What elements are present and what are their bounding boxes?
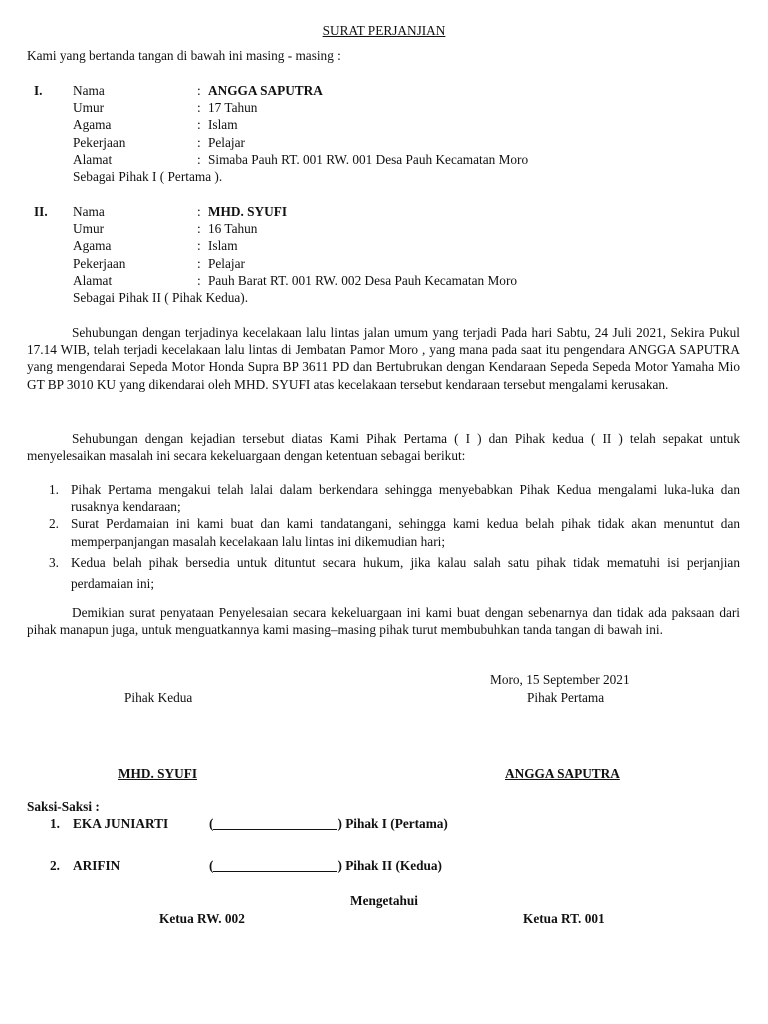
- intro-text: Kami yang bertanda tangan di bawah ini masing - masing :: [27, 48, 341, 63]
- ketua-rw-label: Ketua RW. 002: [159, 911, 245, 926]
- document-title: SURAT PERJANJIAN: [322, 23, 446, 38]
- field-label: Agama: [73, 117, 112, 133]
- field-alamat: Alamat : Pauh Barat RT. 001 RW. 002 Desa Pauh Kecamatan Moro: [73, 272, 518, 288]
- term-text: Kedua belah pihak bersedia untuk dituntut secara hukum, jika kalau salah satu pihak tidak mematuhi isi perjanjian perdamaian ini;: [71, 554, 740, 591]
- field-value: Pauh Barat RT. 001 RW. 002 Desa Pauh Kecamatan Moro: [208, 272, 518, 288]
- term-number: 2.: [49, 516, 59, 532]
- place-date: Moro, 15 September 2021: [490, 672, 630, 687]
- witness-number: 2.: [50, 858, 60, 873]
- field-label: Alamat: [73, 272, 113, 288]
- terms-list: [27, 481, 740, 594]
- party-role: Sebagai Pihak II ( Pihak Kedua).: [73, 290, 249, 305]
- field-value: Pelajar: [208, 134, 245, 150]
- signature-name-right: ANGGA SAPUTRA: [505, 766, 620, 781]
- agreement-paragraph: Sehubungan dengan kejadian tersebut diatas Kami Pihak Pertama ( I ) dan Pihak kedua ( II ) telah sepakat untuk menyelesaikan masalah ini secara kekeluargaan dengan ketentuan sebagai berikut:: [27, 431, 740, 464]
- field-agama: Agama : Islam: [73, 117, 238, 133]
- closing-paragraph: Demikian surat penyataan Penyelesaian secara kekeluargaan ini kami buat dengan sebenarnya dan tidak ada paksaan dari pihak manapun juga, untuk menguatkannya kami masing–masing pihak turut membubuhkan tanda tangan di bawah ini.: [27, 605, 740, 638]
- field-umur: Umur : 17 Tahun: [73, 100, 258, 116]
- field-pekerjaan: Pekerjaan : Pelajar: [73, 134, 245, 150]
- signature-label-left: Pihak Kedua: [124, 690, 193, 705]
- witness-name: EKA JUNIARTI: [73, 816, 169, 831]
- acknowledged-label: Mengetahui: [350, 893, 418, 908]
- field-label: Agama: [73, 238, 112, 254]
- term-text: Surat Perdamaian ini kami buat dan kami tandatangani, sehingga kami kedua belah pihak tidak akan menuntut dan memperpanjangan masalah kecelakaan lalu lintas ini dikemudian hari;: [71, 516, 740, 549]
- incident-paragraph: Sehubungan dengan terjadinya kecelakaan lalu lintas jalan umum yang terjadi Pada hari Sabtu, 24 Juli 2021, Sekira Pukul 17.14 WIB, telah terjadi kecelakaan lalu lintas di Jembatan Pamor Moro , yang mana pada saat itu pengendara ANGGA SAPUTRA yang mengendarai Sepeda Motor Honda Supra BP 3611 PD dan Bertubrukan dengan Kendaraan Sepeda Sepeda Motor Yamaha Mio GT BP 3010 KU yang dikendarai oleh MHD. SYUFI atas kecelakaan tersebut kendaraan tersebut mengalami kerusakan.: [27, 325, 740, 392]
- field-value: Pelajar: [208, 255, 245, 271]
- field-nama: Nama : ANGGA SAPUTRA: [73, 83, 323, 98]
- field-value: MHD. SYUFI: [208, 204, 288, 219]
- witness-number: 1.: [50, 816, 60, 831]
- signature-name-left: MHD. SYUFI: [118, 766, 198, 781]
- witness-signature-line: ( ) Pihak II (Kedua): [209, 858, 442, 873]
- field-pekerjaan: Pekerjaan : Pelajar: [73, 255, 245, 271]
- field-value: Islam: [208, 117, 238, 133]
- field-label: Nama: [73, 204, 105, 219]
- field-label: Pekerjaan: [73, 255, 126, 271]
- field-label: Pekerjaan: [73, 134, 126, 150]
- list-item: [27, 552, 740, 594]
- party-role: Sebagai Pihak I ( Pertama ).: [73, 169, 223, 184]
- field-label: Umur: [73, 221, 105, 237]
- field-nama: Nama : MHD. SYUFI: [73, 204, 288, 219]
- ketua-rt-label: Ketua RT. 001: [523, 911, 605, 926]
- list-item: [27, 481, 740, 515]
- field-label: Umur: [73, 100, 105, 116]
- witness-name: ARIFIN: [73, 858, 121, 873]
- field-umur: Umur : 16 Tahun: [73, 221, 258, 237]
- field-value: 17 Tahun: [208, 100, 258, 116]
- list-item: [27, 515, 740, 549]
- party-number: I.: [34, 83, 43, 98]
- field-value: Islam: [208, 238, 238, 254]
- witnesses-title: Saksi-Saksi :: [27, 799, 100, 814]
- term-number: 3.: [49, 554, 59, 570]
- field-label: Alamat: [73, 151, 113, 167]
- field-agama: Agama : Islam: [73, 238, 238, 254]
- term-number: 1.: [49, 482, 59, 497]
- field-alamat: Alamat : Simaba Pauh RT. 001 RW. 001 Desa Pauh Kecamatan Moro: [73, 151, 529, 167]
- party-number: II.: [34, 204, 48, 219]
- field-value: ANGGA SAPUTRA: [208, 83, 323, 98]
- field-label: Nama: [73, 83, 105, 98]
- witness-signature-line: ( ) Pihak I (Pertama): [209, 816, 448, 831]
- signature-label-right: Pihak Pertama: [527, 690, 605, 705]
- term-text: Pihak Pertama mengakui telah lalai dalam berkendara sehingga menyebabkan Pihak Kedua mengalami luka-luka dan rusaknya kendaraan;: [71, 482, 740, 515]
- field-value: Simaba Pauh RT. 001 RW. 001 Desa Pauh Kecamatan Moro: [208, 151, 529, 167]
- field-value: 16 Tahun: [208, 221, 258, 237]
